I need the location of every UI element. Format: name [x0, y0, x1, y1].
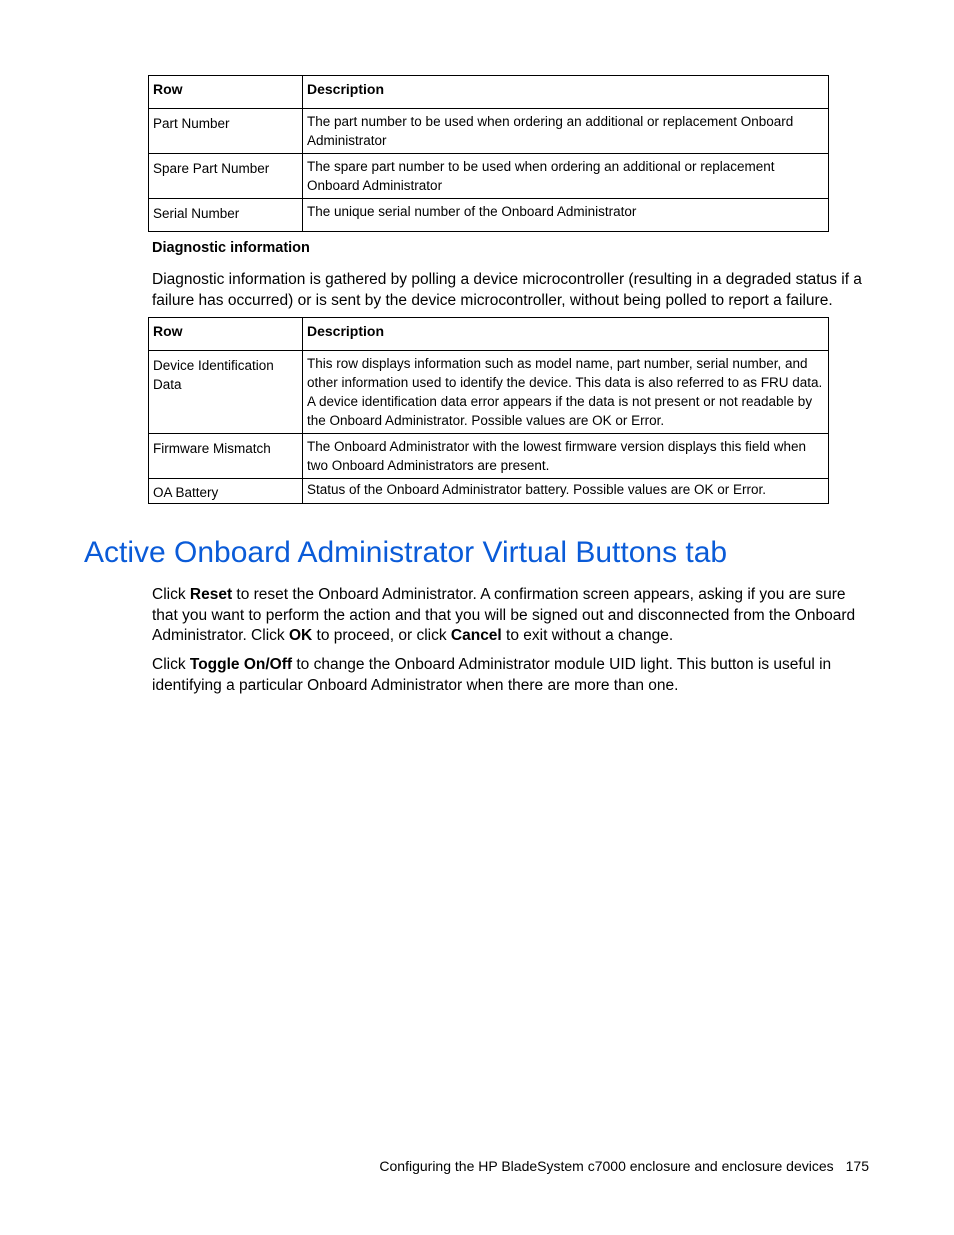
- column-header-row: Row: [149, 318, 303, 351]
- reset-term: Reset: [189, 586, 233, 603]
- table-header-row: [149, 76, 829, 109]
- column-header-row: Row: [149, 76, 303, 109]
- row-name-cell: OA Battery: [149, 479, 303, 504]
- reset-text-3: to proceed, or click: [312, 627, 451, 644]
- page-number: 175: [845, 1158, 869, 1174]
- table-row: [149, 109, 829, 154]
- ok-term: OK: [288, 627, 313, 644]
- section-title: Active Onboard Administrator Virtual Buttons tab: [84, 536, 728, 569]
- footer-chapter-title: Configuring the HP BladeSystem c7000 enclosure and enclosure devices: [379, 1158, 834, 1174]
- row-name-cell: Device Identification Data: [149, 351, 303, 434]
- diagnostic-heading: Diagnostic information: [152, 240, 310, 256]
- column-header-description: Description: [303, 76, 829, 109]
- row-description-cell: The spare part number to be used when ordering an additional or replacement Onboard Administrator: [303, 154, 829, 199]
- row-name-cell: Serial Number: [149, 199, 303, 232]
- cancel-term: Cancel: [450, 627, 502, 644]
- reset-text-4: to exit without a change.: [501, 627, 674, 644]
- page-footer: [379, 1158, 869, 1174]
- row-name-cell: Firmware Mismatch: [149, 434, 303, 479]
- diagnostic-paragraph: Diagnostic information is gathered by polling a device microcontroller (resulting in a degraded status if a failure has occurred) or is sent by the device microcontroller, without being polled to report a failure.: [152, 271, 862, 309]
- toggle-text-2: to change the Onboard Administrator module UID light. This button is useful in identifying a particular Onboard Administrator when there are more than one.: [152, 656, 832, 694]
- row-description-cell: The Onboard Administrator with the lowest firmware version displays this field when two Onboard Administrators are present.: [303, 434, 829, 479]
- table-header-row: [149, 318, 829, 351]
- toggle-paragraph: [152, 655, 872, 696]
- table-row: [149, 199, 829, 232]
- row-description-cell: Status of the Onboard Administrator battery. Possible values are OK or Error.: [303, 479, 829, 504]
- diagnostic-table: [148, 317, 829, 504]
- reset-paragraph: [152, 585, 872, 647]
- table-row: [149, 434, 829, 479]
- reset-text-2: to reset the Onboard Administrator. A confirmation screen appears, asking if you are sure that you want to perform the action and that you will be signed out and disconnected from the Onboard Administrator. Click: [152, 586, 856, 644]
- row-name-cell: Spare Part Number: [149, 154, 303, 199]
- part-info-table: [148, 75, 829, 232]
- table-row: [149, 351, 829, 434]
- toggle-text-1: Click: [152, 656, 190, 673]
- column-header-description: Description: [303, 318, 829, 351]
- row-description-cell: This row displays information such as model name, part number, serial number, and other information used to identify the device. This data is also referred to as FRU data. A device identification data error appears if the data is not present or not readable by the Onboard Administrator. Possible values are OK or Error.: [303, 351, 829, 434]
- row-name-cell: Part Number: [149, 109, 303, 154]
- reset-text-1: Click: [152, 586, 190, 603]
- row-description-cell: The part number to be used when ordering an additional or replacement Onboard Administrator: [303, 109, 829, 154]
- toggle-term: Toggle On/Off: [189, 656, 293, 673]
- table-row: [149, 154, 829, 199]
- table-row: [149, 479, 829, 504]
- row-description-cell: The unique serial number of the Onboard Administrator: [303, 199, 829, 232]
